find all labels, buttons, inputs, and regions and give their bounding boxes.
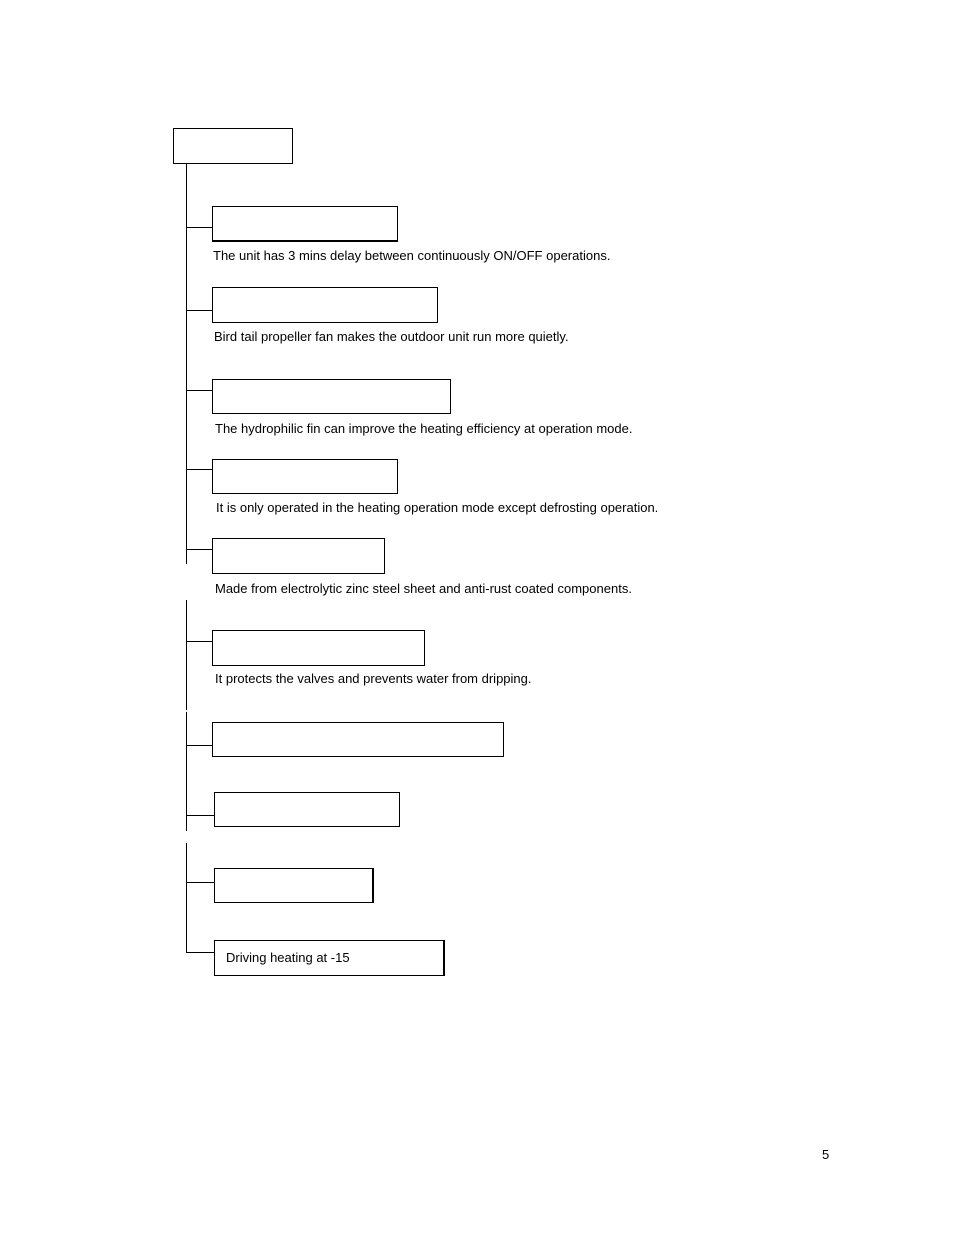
feature-box xyxy=(212,459,398,494)
feature-box xyxy=(212,206,398,242)
tree-branch xyxy=(186,227,213,228)
feature-box xyxy=(212,287,438,323)
feature-box xyxy=(212,630,425,666)
feature-description: Made from electrolytic zinc steel sheet and anti-rust coated components. xyxy=(215,581,632,596)
tree-connector-vertical xyxy=(186,712,187,831)
feature-description: Bird tail propeller fan makes the outdoor unit run more quietly. xyxy=(214,329,569,344)
feature-box xyxy=(212,538,385,574)
tree-branch xyxy=(186,310,213,311)
feature-box xyxy=(212,379,451,414)
feature-box xyxy=(214,792,400,827)
page-number: 5 xyxy=(822,1147,830,1162)
tree-branch xyxy=(186,952,215,953)
tree-connector-vertical xyxy=(186,600,187,710)
feature-description: The unit has 3 mins delay between continuously ON/OFF operations. xyxy=(213,248,611,263)
tree-branch xyxy=(186,882,215,883)
tree-branch xyxy=(186,641,213,642)
feature-title: Driving heating at -15 xyxy=(226,950,350,965)
feature-box xyxy=(214,940,445,976)
tree-connector-vertical xyxy=(186,164,187,564)
tree-connector-vertical xyxy=(186,843,187,953)
feature-description: The hydrophilic fin can improve the heating efficiency at operation mode. xyxy=(215,421,633,436)
tree-branch xyxy=(186,469,213,470)
tree-branch xyxy=(186,745,213,746)
tree-branch xyxy=(186,390,213,391)
feature-box xyxy=(214,868,374,903)
tree-branch xyxy=(186,815,215,816)
feature-description: It is only operated in the heating operation mode except defrosting operation. xyxy=(216,500,659,515)
feature-box xyxy=(212,722,504,757)
root-feature-box xyxy=(173,128,293,164)
tree-branch xyxy=(186,549,213,550)
feature-description: It protects the valves and prevents water from dripping. xyxy=(215,671,532,686)
